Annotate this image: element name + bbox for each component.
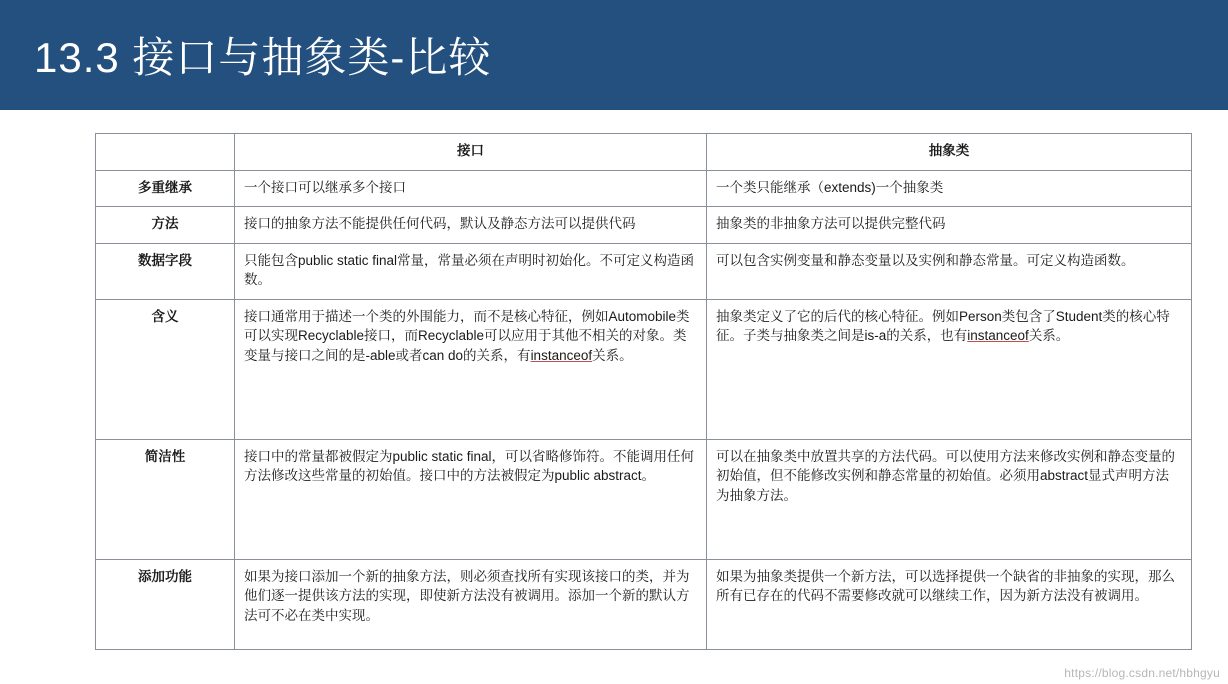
row-abstract-cell: 抽象类定义了它的后代的核心特征。例如Person类包含了Student类的核心特征。子类与抽象类之间是is-a的关系，也有instanceof关系。 [707,299,1192,439]
table-row [96,439,1192,559]
table-header-blank [96,134,235,171]
table-row [96,207,1192,244]
row-label: 数据字段 [96,243,235,299]
row-interface-cell: 接口通常用于描述一个类的外围能力，而不是核心特征，例如Automobile类可以实现Recyclable接口，而Recyclable可以应用于其他不相关的对象。类变量与接口之间的是-able或者can do的关系，有instanceof关系。 [235,299,707,439]
row-abstract-cell: 一个类只能继承（extends)一个抽象类 [707,170,1192,207]
table-header-abstract-class: 抽象类 [707,134,1192,171]
row-interface-cell: 如果为接口添加一个新的抽象方法，则必须查找所有实现该接口的类，并为他们逐一提供该方法的实现，即使新方法没有被调用。添加一个新的默认方法可不必在类中实现。 [235,559,707,649]
row-label: 含义 [96,299,235,439]
page-title: 13.3 接口与抽象类-比较 [34,34,492,81]
table-row [96,299,1192,439]
comparison-table [95,133,1192,650]
comparison-table-wrapper [95,133,1191,650]
row-label: 添加功能 [96,559,235,649]
row-label: 简洁性 [96,439,235,559]
watermark: https://blog.csdn.net/hbhgyu [1064,666,1220,680]
row-abstract-cell: 如果为抽象类提供一个新方法，可以选择提供一个缺省的非抽象的实现，那么所有已存在的代码不需要修改就可以继续工作，因为新方法没有被调用。 [707,559,1192,649]
row-interface-cell: 接口中的常量都被假定为public static final，可以省略修饰符。不能调用任何方法修改这些常量的初始值。接口中的方法被假定为public abstract。 [235,439,707,559]
row-interface-cell: 一个接口可以继承多个接口 [235,170,707,207]
row-abstract-cell: 抽象类的非抽象方法可以提供完整代码 [707,207,1192,244]
row-abstract-cell: 可以包含实例变量和静态变量以及实例和静态常量。可定义构造函数。 [707,243,1192,299]
table-row [96,559,1192,649]
row-abstract-cell: 可以在抽象类中放置共享的方法代码。可以使用方法来修改实例和静态变量的初始值，但不能修改实例和静态常量的初始值。必须用abstract显式声明方法为抽象方法。 [707,439,1192,559]
table-header [96,134,1192,171]
table-header-row [96,134,1192,171]
row-label: 多重继承 [96,170,235,207]
row-interface-cell: 只能包含public static final常量，常量必须在声明时初始化。不可定义构造函数。 [235,243,707,299]
slide-title-bar [0,0,1228,110]
table-body [96,170,1192,649]
table-row [96,243,1192,299]
row-interface-cell: 接口的抽象方法不能提供任何代码，默认及静态方法可以提供代码 [235,207,707,244]
table-row [96,170,1192,207]
table-header-interface: 接口 [235,134,707,171]
row-label: 方法 [96,207,235,244]
